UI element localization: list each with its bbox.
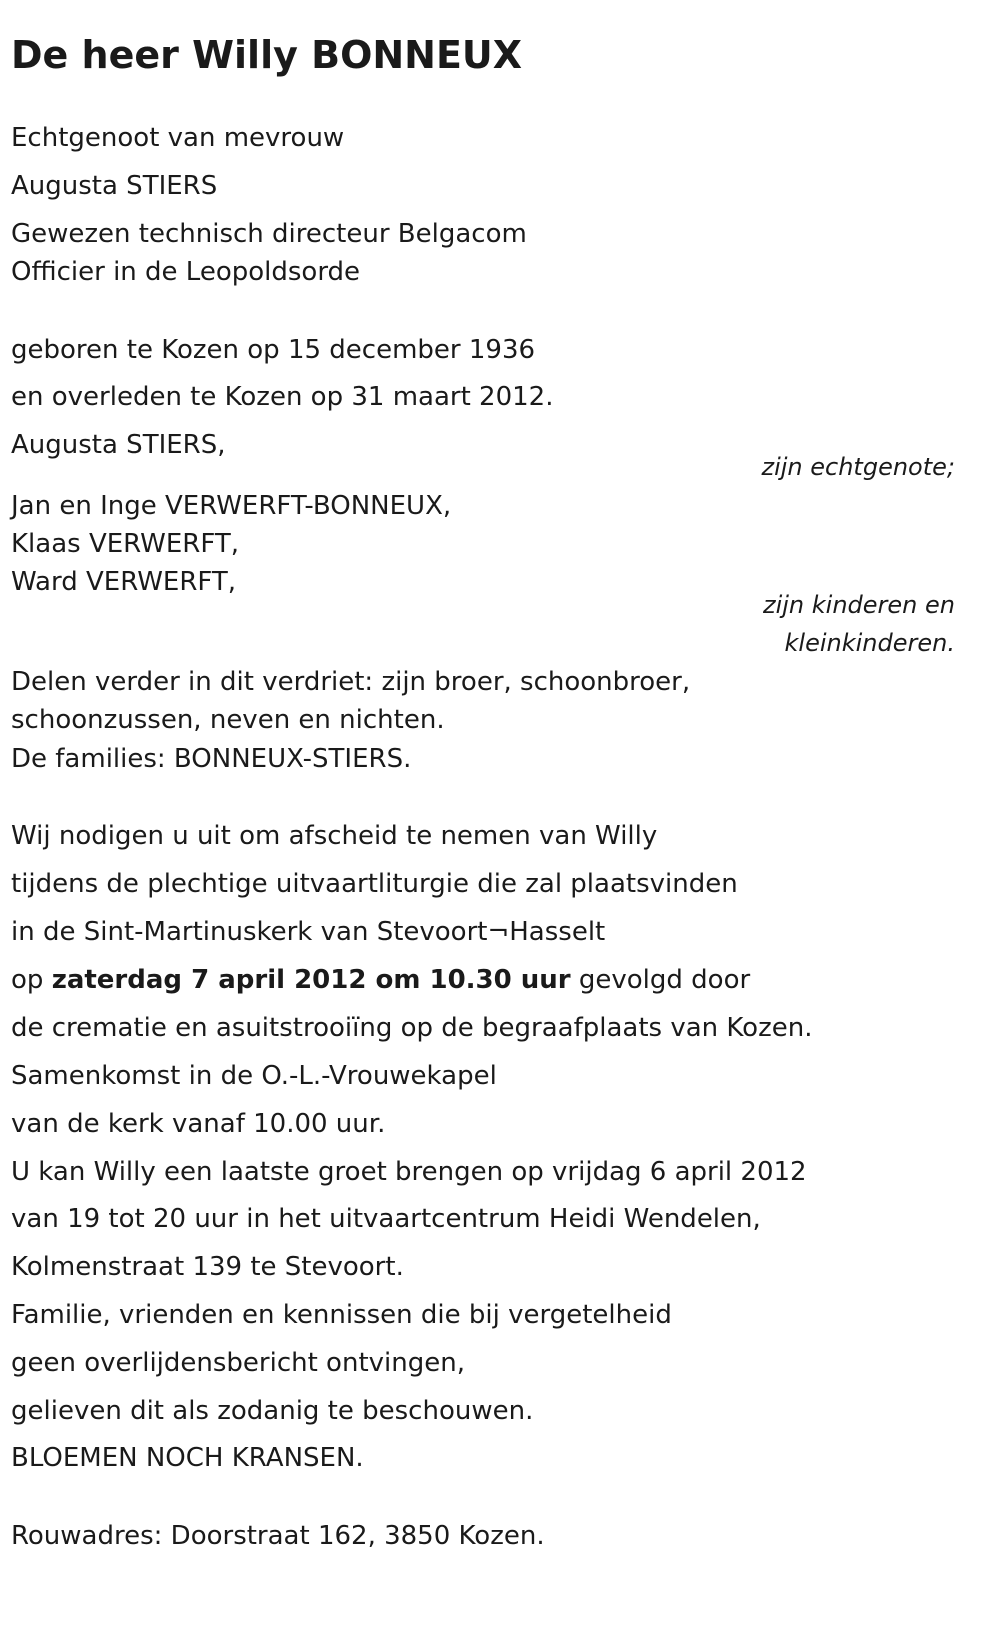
birth-line: geboren te Kozen op 15 december 1936 bbox=[11, 335, 536, 365]
mourner-children-role-1: zijn kinderen en bbox=[763, 591, 955, 619]
invite-line-11: Familie, vrienden en kennissen die bij vergetelheid bbox=[11, 1300, 672, 1330]
invite-line-13: gelieven dit als zodanig te beschouwen. bbox=[11, 1396, 534, 1426]
invite-line-3: in de Sint-Martinuskerk van Stevoort¬Hasselt bbox=[11, 917, 606, 947]
invite-line-6: Samenkomst in de O.-L.-Vrouwekapel bbox=[11, 1061, 497, 1091]
mourner-children-3: Ward VERWERFT, bbox=[11, 567, 237, 597]
invite-line-9: van 19 tot 20 uur in het uitvaartcentrum Heidi Wendelen, bbox=[11, 1204, 761, 1234]
family-line-1: Delen verder in dit verdriet: zijn broer, schoonbroer, bbox=[11, 667, 691, 697]
mourner-children-1: Jan en Inge VERWERFT-BONNEUX, bbox=[11, 491, 452, 521]
invite-line-8: U kan Willy een laatste groet brengen op vrijdag 6 april 2012 bbox=[11, 1157, 807, 1187]
invite-line-14: BLOEMEN NOCH KRANSEN. bbox=[11, 1443, 364, 1473]
mourner-spouse-role: zijn echtgenote; bbox=[761, 453, 955, 481]
invite-line-10: Kolmenstraat 139 te Stevoort. bbox=[11, 1252, 404, 1282]
mourning-address: Rouwadres: Doorstraat 162, 3850 Kozen. bbox=[11, 1521, 545, 1551]
invite-line-12: geen overlijdensbericht ontvingen, bbox=[11, 1348, 465, 1378]
mourner-spouse: Augusta STIERS, bbox=[11, 430, 226, 460]
mourner-children-2: Klaas VERWERFT, bbox=[11, 529, 240, 559]
page-title: De heer Willy BONNEUX bbox=[11, 33, 523, 77]
invite-line-4 bbox=[11, 964, 750, 996]
invite-line-5: de crematie en asuitstrooiïng op de begraafplaats van Kozen. bbox=[11, 1013, 813, 1043]
invite-line-7: van de kerk vanaf 10.00 uur. bbox=[11, 1109, 386, 1139]
invite-line-4-post: gevolgd door bbox=[570, 965, 751, 995]
family-line-3: De families: BONNEUX-STIERS. bbox=[11, 744, 412, 774]
invite-line-1: Wij nodigen u uit om afscheid te nemen van Willy bbox=[11, 821, 658, 851]
career-line-2: Officier in de Leopoldsorde bbox=[11, 257, 361, 287]
family-line-2: schoonzussen, neven en nichten. bbox=[11, 705, 445, 735]
spouse-intro: Echtgenoot van mevrouw bbox=[11, 123, 345, 153]
death-line: en overleden te Kozen op 31 maart 2012. bbox=[11, 382, 554, 412]
mourner-children-role-2: kleinkinderen. bbox=[784, 629, 955, 657]
ceremony-datetime: zaterdag 7 april 2012 om 10.30 uur bbox=[51, 965, 571, 995]
spouse-name: Augusta STIERS bbox=[11, 171, 218, 201]
career-line-1: Gewezen technisch directeur Belgacom bbox=[11, 219, 527, 249]
invite-line-4-pre: op bbox=[11, 965, 52, 995]
invite-line-2: tijdens de plechtige uitvaartliturgie die zal plaatsvinden bbox=[11, 869, 738, 899]
